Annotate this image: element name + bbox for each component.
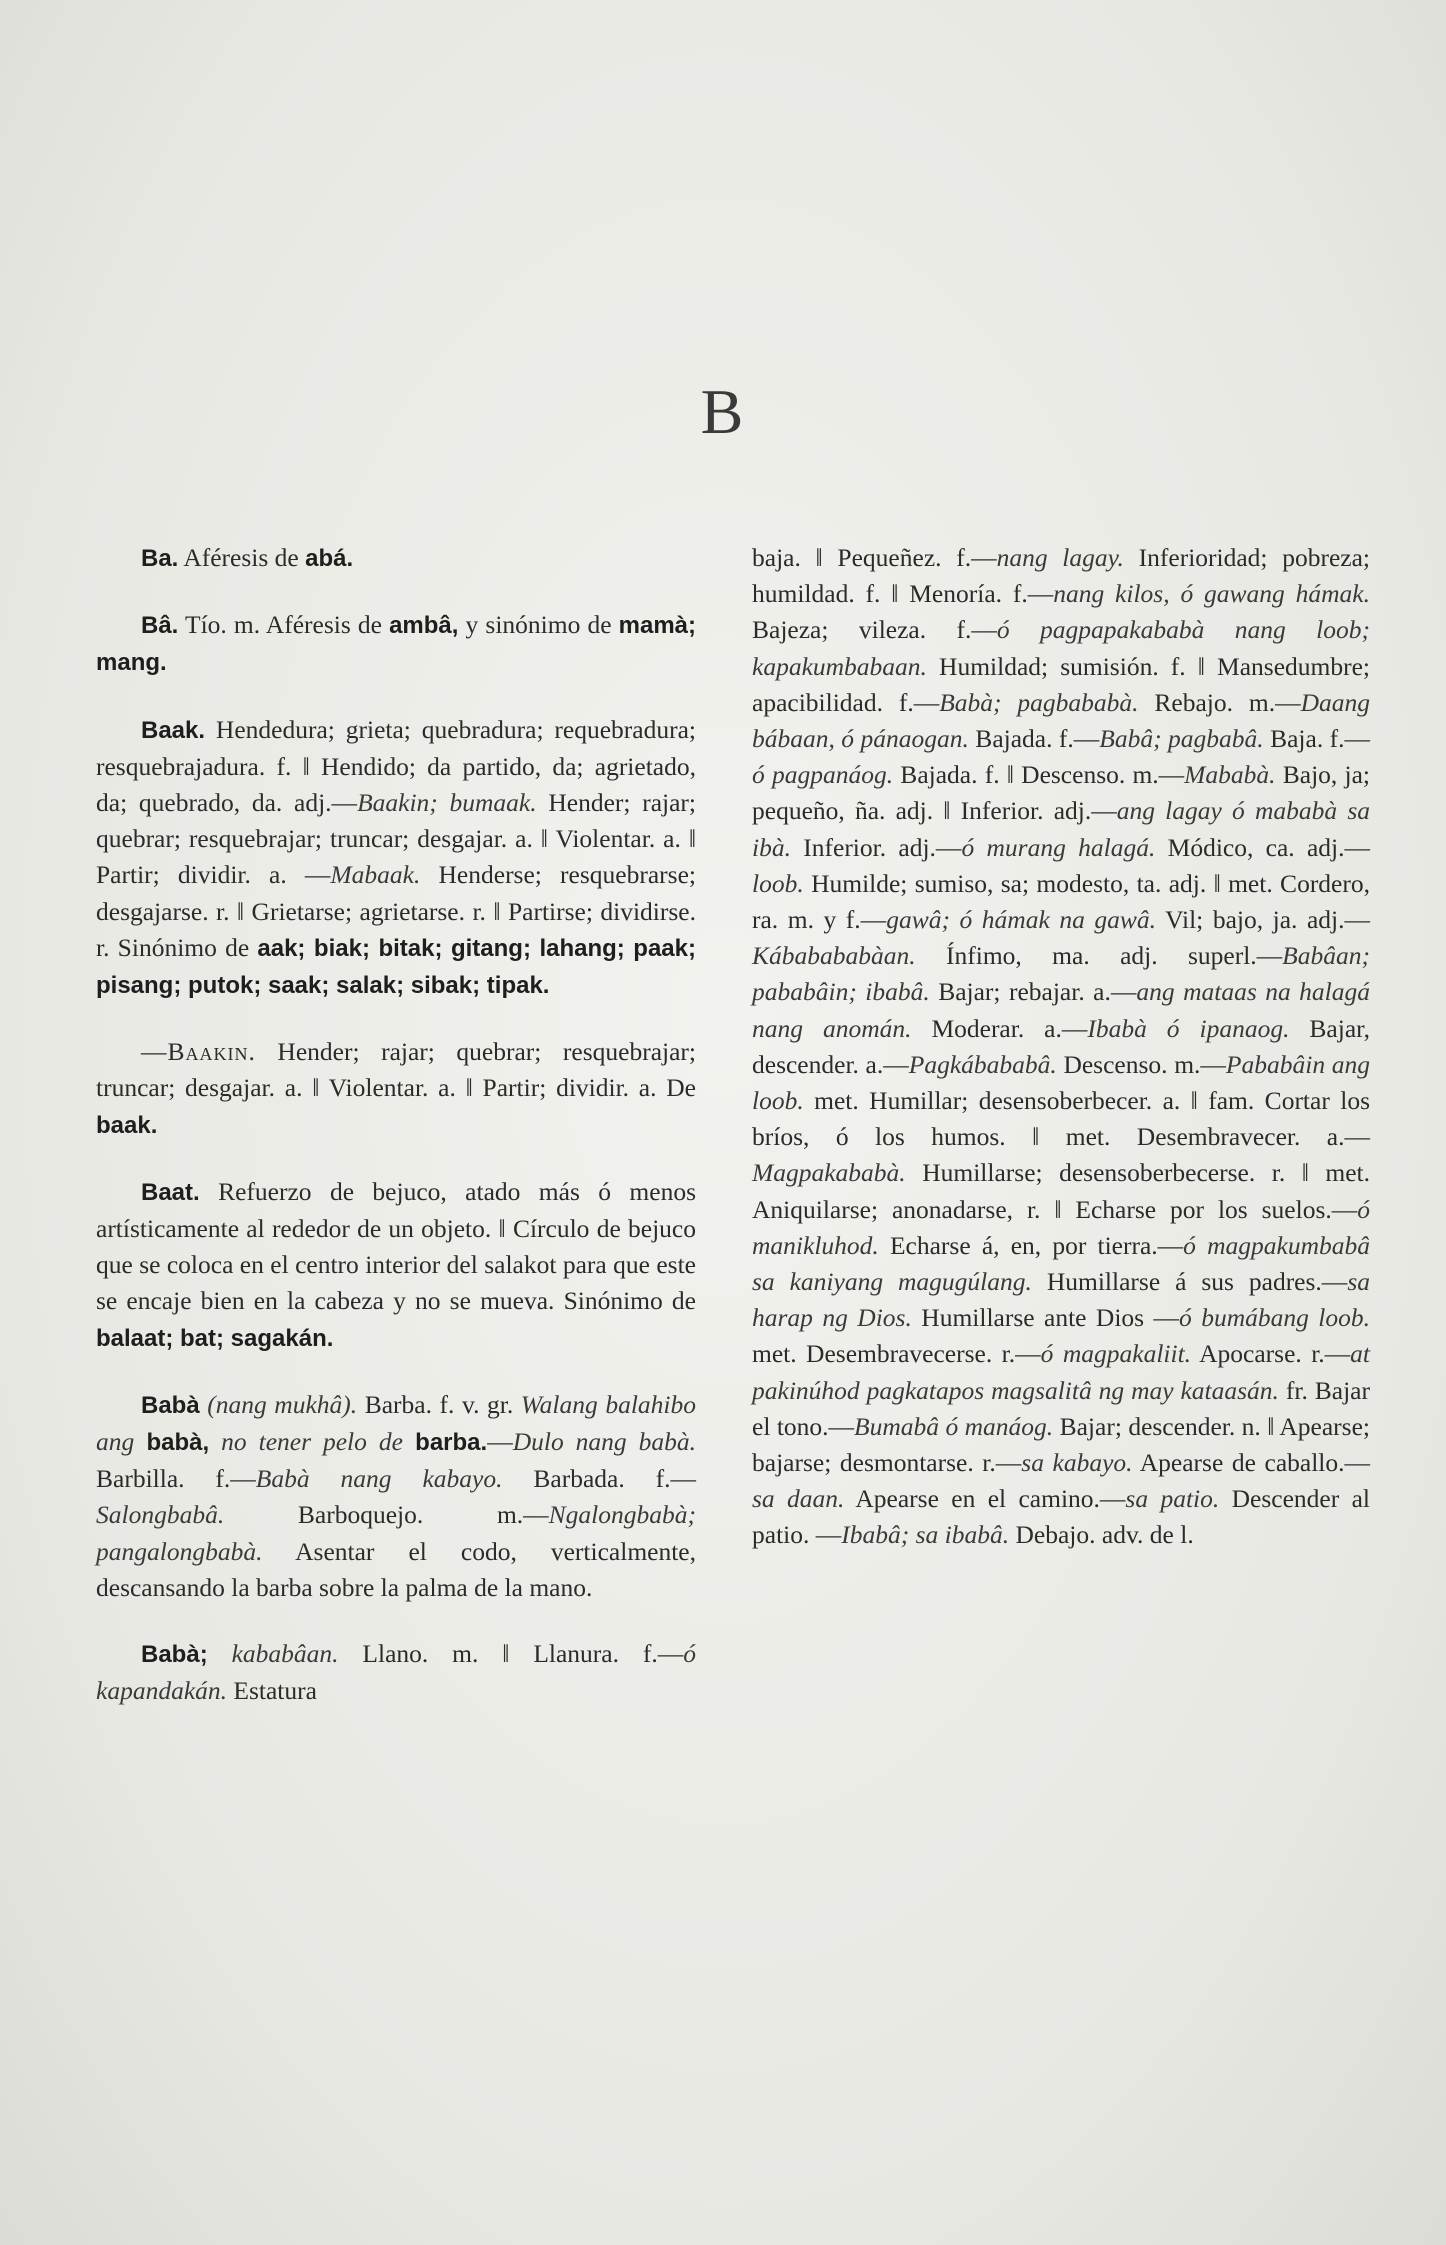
headword: Ba. [141,545,179,572]
entry-baba-continued: baja. ‖ Pequeñez. f.—nang lagay. Inferioridad; pobreza; humildad. f. ‖ Menoría. f.—nang kilos, ó gawang hámak. Bajeza; vileza. f.—ó pagpapakababà nang loob; kapakumbabaan. Humildad; sumisión. f. ‖ Mansedumbre; apacibilidad. f.—Babà; pagbababà. Rebajo. m.—Daang bábaan, ó pánaogan. Bajada. f.—Babâ; pagbabâ. Baja. f.—ó pagpanáog. Bajada. f. ‖ Descenso. m.—Mababà. Bajo, ja; pequeño, ña. adj. ‖ Inferior. adj.—ang lagay ó mababà sa ibà. Inferior. adj.—ó murang halagá. Módico, ca. adj.—loob. Humilde; sumiso, sa; modesto, ta. adj. ‖ met. Cordero, ra. m. y f.—gawâ; ó hámak na gawâ. Vil; bajo, ja. adj.—Kábabababàan. Ínfimo, ma. adj. superl.—Babâan; pababâin; ibabâ. Bajar; rebajar. a.—ang mataas na halagá nang anomán. Moderar. a.—Ibabà ó ipanaog. Bajar, descender. a.—Pagkábababâ. Descenso. m.—Pababâin ang loob. met. Humillar; desensoberbecer. a. ‖ fam. Cortar los bríos, ó los humos. ‖ met. Desembravecer. a.—Magpakababà. Humillarse; desensoberbecerse. r. ‖ met. Aniquilarse; anonadarse, r. ‖ Echarse por los suelos.—ó manikluhod. Echarse á, en, por tierra.—ó magpakumbabâ sa kaniyang magugúlang. Humillarse á sus padres.—sa harap ng Dios. Humillarse ante Dios —ó bumábang loob. met. Desembravecerse. r.—ó magpakaliit. Apocarse. r.—at pakinúhod pagkatapos magsalitâ ng may kataasán. fr. Bajar el tono.—Bumabâ ó manáog. Bajar; descender. n. ‖ Apearse; bajarse; desmontarse. r.—sa kabayo. Apearse de caballo.—sa daan. Apearse en el camino.—sa patio. Descender al patio. —Ibabâ; sa ibabâ. Debajo. adv. de l. [752,543,1371,1550]
entry-ba-tio: Bâ. Tío. m. Aféresis de ambâ, y sinónimo de mamà; mang. [96,610,696,677]
entry-baba: Babà (nang mukhâ). Barba. f. v. gr. Walang balahibo ang babà, no tener pelo de barba.—Dulo nang babà. Barbilla. f.—Babà nang kabayo. Barbada. f.—Salongbabâ. Barboquejo. m.—Ngalongbabà; pangalongbabà. Asentar el codo, verticalmente, descansando la barba sobre la palma de la mano. [96,1389,696,1602]
section-letter-heading: B [700,376,746,447]
headword: Babà; [141,1641,208,1669]
headword: Bâ. [141,612,179,640]
headword: Baat. [141,1178,200,1206]
entry-baat: Baat. Refuerzo de bejuco, atado más ó menos artísticamente al rededor de un objeto. ‖ Círculo de bejuco que se coloca en el centro interior del salakot para que este se encaje bien en la cabeza y no se mueva. Sinónimo de balaat; bat; sagakán. [96,1176,696,1352]
headword: —Baakin. [141,1037,256,1067]
right-column [752,540,1370,1584]
entry-baakin: —Baakin. Hender; rajar; quebrar; resquebrajar; truncar; desgajar. a. ‖ Violentar. a. ‖ Partir; dividir. a. De baak. [96,1037,696,1139]
entry-baba-llano: Babà; kababâan. Llano. m. ‖ Llanura. f.—ó kapandakán. Estatura [96,1639,696,1706]
headword: Babà [141,1391,200,1419]
entry-baak: Baak. Hendedura; grieta; quebradura; requebradura; resquebrajadura. f. ‖ Hendido; da partido, da; agrietado, da; quebrado, da. adj.—Baakin; bumaak. Hender; rajar; quebrar; resquebrajar; truncar; desgajar. a. ‖ Violentar. a. ‖ Partir; dividir. a. —Mabaak. Henderse; resquebrarse; desgajarse. r. ‖ Grietarse; agrietarse. r. ‖ Partirse; dividirse. r. Sinónimo de aak; biak; bitak; gitang; lahang; paak; pisang; putok; saak; salak; sibak; tipak. [96,714,696,1000]
entry-ba: Ba. Aféresis de abá. [141,543,354,572]
left-column [96,540,696,1721]
headword: Baak. [141,716,206,744]
